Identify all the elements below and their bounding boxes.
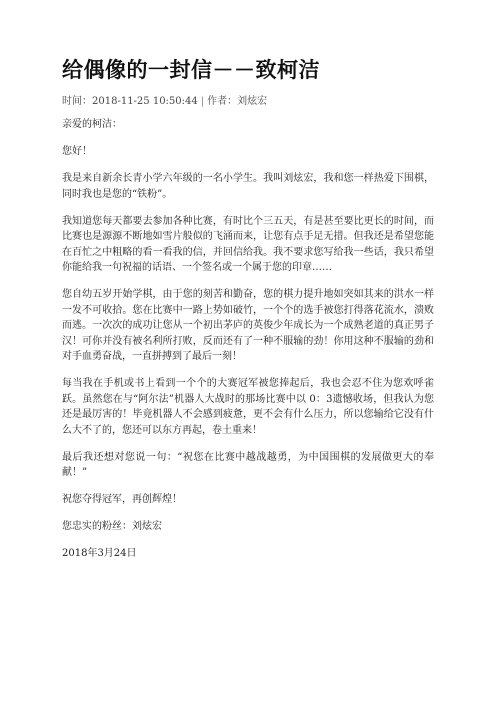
- author-label: 作者：: [207, 96, 238, 107]
- greeting: 您好！: [62, 146, 92, 157]
- letter-date: 2018年3月24日: [62, 548, 137, 559]
- body-paragraph-alphago: 每当我在手机或书上看到一个个的大赛冠军被您捧起后，我也会忍不住为您欢呼雀跃。虽然您在与“阿尔法”机器人大战时的那场比赛中以 0：3遗憾收场，但我认为您还是最厉害的！毕竟机器人不会感到疲惫，更不会有什么压力，所以您输给它没有什么大不了的，您还可以东方再起，卷土重来！: [62, 378, 434, 436]
- body-paragraph-wish: 最后我还想对您说一句：“祝您在比赛中越战越勇，为中国围棋的发展做更大的奉献！”: [62, 451, 434, 478]
- time-label: 时间：: [62, 96, 92, 107]
- post-timestamp: 2018-11-25 10:50:44: [92, 96, 198, 107]
- article-meta: [62, 94, 434, 110]
- signature: 您忠实的粉丝：刘炫宏: [62, 521, 162, 532]
- letter-article: [62, 56, 434, 573]
- body-paragraph-request: 我知道您每天都要去参加各种比赛，有时比个三五天，有是甚至要比更长的时间，而比赛也是源源不断地如雪片般似的飞涌而来，让您有点手足无措。但我还是希望您能在百忙之中粗略的看一看我的信，并回信给我。我不要求您写给我一些话，我只希望你能给我一句祝福的话语、一个签名或一个属于您的印章……: [62, 215, 434, 273]
- page-title: 给偶像的一封信－－致柯洁: [62, 58, 320, 82]
- meta-separator: |: [200, 96, 205, 107]
- body-paragraph-career: 您自幼五岁开始学棋，由于您的刻苦和勤奋，您的棋力提升地如突如其来的洪水一样一发不可收拾。您在比赛中一路上势如破竹，一个个的选手被您打得落花流水，溃败而逃。一次次的成功让您从一个初出茅庐的英俊少年成长为一个成熟老道的真正男子汉！可你并没有被名利所打败，反而还有了一种不服输的劲！你用这种不服输的劲和对手血勇奋战，一直拼搏到了最后一刻！: [62, 289, 434, 362]
- salutation: 亲爱的柯洁：: [62, 119, 122, 130]
- body-paragraph-intro: 我是来自新余长青小学六年级的一名小学生。我叫刘炫宏，我和您一样热爱下围棋，同时我也是您的“铁粉”。: [62, 173, 434, 200]
- closing-line: 祝您夺得冠军，再创辉煌！: [62, 494, 182, 505]
- author-name: 刘炫宏: [237, 96, 268, 107]
